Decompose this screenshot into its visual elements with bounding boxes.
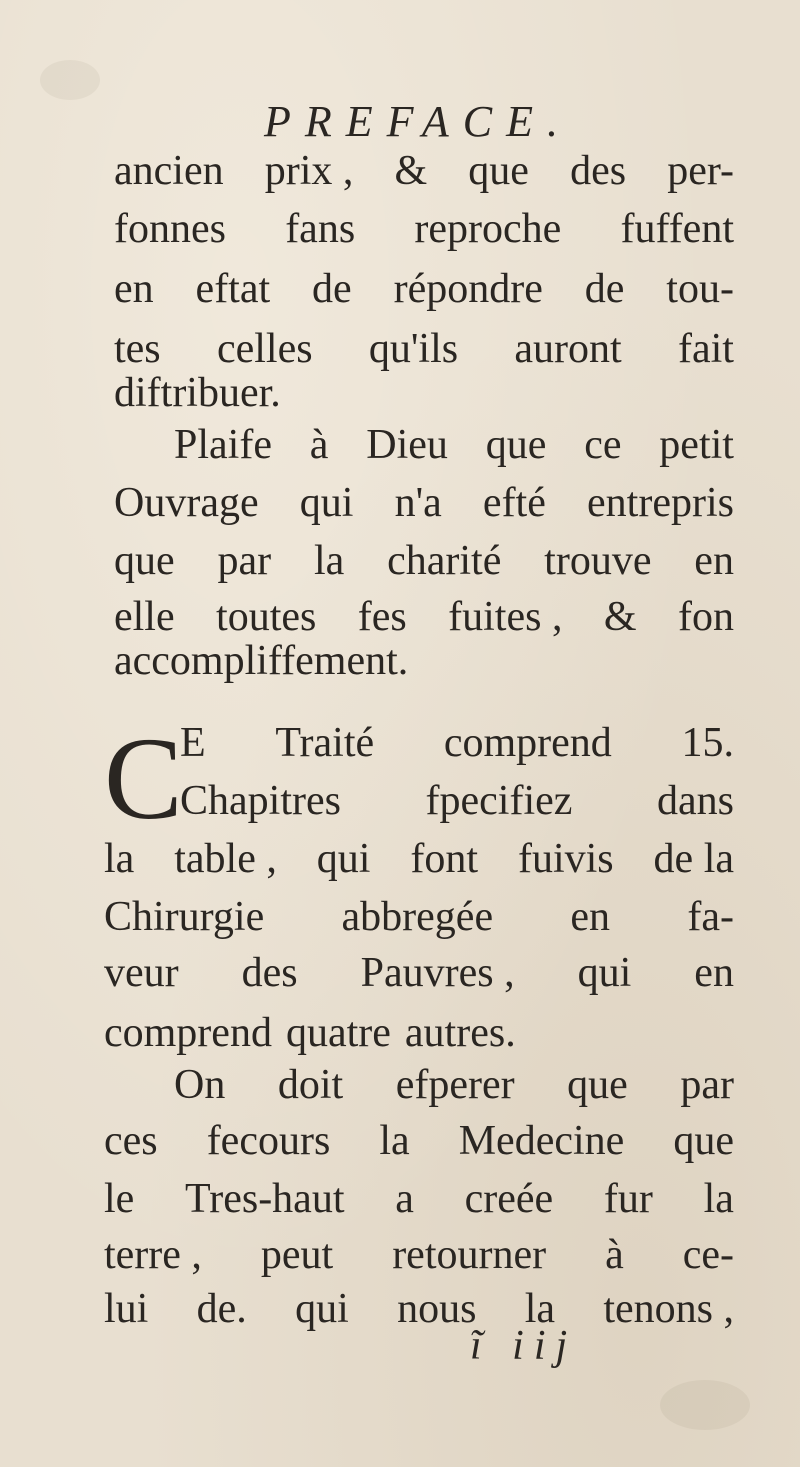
text-line — [114, 596, 734, 638]
word: petit — [659, 422, 734, 468]
word: efté — [482, 480, 546, 526]
word: eftat — [195, 266, 271, 312]
text-line — [104, 1288, 734, 1330]
word: font — [410, 836, 479, 882]
word: doit — [277, 1062, 344, 1108]
word: On — [174, 1062, 226, 1108]
word: par — [680, 1062, 734, 1108]
word: nous — [397, 1286, 477, 1332]
word: à — [605, 1232, 624, 1278]
word: accompliffement. — [114, 638, 409, 684]
word: Medecine — [458, 1118, 625, 1164]
word: tou- — [666, 266, 734, 312]
word: fes — [357, 594, 407, 640]
word: trouve — [544, 538, 652, 584]
paper-stain — [40, 60, 100, 100]
word: Ouvrage — [114, 480, 259, 526]
signature-mark: ĩ iij — [470, 1323, 578, 1369]
word: répondre — [393, 266, 543, 312]
word: qui — [316, 836, 371, 882]
word: abbregée — [341, 894, 494, 940]
word: table , — [174, 836, 277, 882]
word: autres. — [404, 1010, 516, 1056]
word: n'a — [394, 480, 442, 526]
word: comprend — [443, 720, 612, 766]
text-line — [114, 328, 734, 370]
word: per- — [667, 148, 734, 194]
word: qui — [577, 950, 632, 996]
word: terre , — [104, 1232, 202, 1278]
text-line — [104, 1120, 734, 1162]
text-line — [114, 268, 734, 310]
word: fans — [285, 206, 356, 252]
text-line — [180, 722, 734, 764]
text-line — [114, 640, 734, 682]
text-line — [174, 424, 734, 466]
word: que — [567, 1062, 628, 1108]
word: dans — [656, 778, 734, 824]
text-line — [104, 838, 734, 880]
word: que — [673, 1118, 734, 1164]
word: prix , — [264, 148, 354, 194]
text-line — [114, 482, 734, 524]
text-line — [104, 1234, 734, 1276]
word: qui — [295, 1286, 349, 1332]
text-line — [104, 1178, 734, 1220]
word: tes — [114, 326, 161, 372]
word: la — [379, 1118, 410, 1164]
word: fuites , — [448, 594, 563, 640]
word: Plaife — [174, 422, 272, 468]
text-line — [180, 780, 734, 822]
word: Traité — [275, 720, 375, 766]
word: à — [309, 422, 329, 468]
word: en — [114, 266, 154, 312]
word: la — [703, 1176, 734, 1222]
word: de — [584, 266, 625, 312]
word: 15. — [681, 720, 734, 766]
word: que — [114, 538, 175, 584]
word: la — [524, 1286, 556, 1332]
word: & — [394, 148, 428, 194]
text-line — [174, 1064, 734, 1106]
text-line — [104, 952, 734, 994]
word: en — [694, 538, 734, 584]
word: auront — [514, 326, 622, 372]
page-header: PREFACE. — [264, 97, 572, 146]
word: ces — [104, 1118, 158, 1164]
word: qu'ils — [368, 326, 459, 372]
word: charité — [387, 538, 502, 584]
word: des — [241, 950, 298, 996]
word: Chapitres — [180, 778, 341, 824]
word: qui — [299, 480, 354, 526]
word: quatre — [285, 1010, 391, 1056]
word: de la — [653, 836, 734, 882]
word: la — [313, 538, 345, 584]
word: fpecifiez — [425, 778, 573, 824]
word: fon — [677, 594, 734, 640]
word: de. — [196, 1286, 247, 1332]
word: lui — [104, 1286, 149, 1332]
word: fuffent — [620, 206, 734, 252]
word: retourner — [392, 1232, 547, 1278]
word: tenons , — [603, 1286, 734, 1332]
text-line — [114, 150, 734, 192]
word: la — [104, 836, 135, 882]
word: fur — [603, 1176, 653, 1222]
word: ancien — [114, 148, 224, 194]
word: de — [312, 266, 352, 312]
paper-stain — [660, 1380, 750, 1430]
word: des — [570, 148, 627, 194]
word: toutes — [216, 594, 317, 640]
word: en — [694, 950, 734, 996]
word: Pauvres , — [360, 950, 515, 996]
word: Chirurgie — [104, 894, 265, 940]
word: Dieu — [366, 422, 448, 468]
word: fait — [678, 326, 734, 372]
word: celles — [216, 326, 313, 372]
word: Tres-haut — [185, 1176, 345, 1222]
word: & — [603, 594, 637, 640]
word: fecours — [206, 1118, 331, 1164]
word: fonnes — [114, 206, 226, 252]
word: que — [468, 148, 529, 194]
word: en — [570, 894, 611, 940]
word: E — [180, 720, 206, 766]
text-line — [104, 896, 734, 938]
word: ce — [584, 422, 622, 468]
word: peut — [260, 1232, 334, 1278]
word: que — [485, 422, 547, 468]
word: comprend — [104, 1010, 272, 1056]
word: ce- — [682, 1232, 734, 1278]
text-line — [104, 1012, 734, 1054]
word: fuivis — [517, 836, 614, 882]
word: reproche — [414, 206, 562, 252]
word: le — [104, 1176, 135, 1222]
text-line — [114, 208, 734, 250]
text-line — [114, 372, 734, 414]
word: a — [395, 1176, 414, 1222]
word: par — [217, 538, 272, 584]
word: diftribuer. — [114, 370, 281, 416]
word: entrepris — [587, 480, 734, 526]
word: fa- — [687, 894, 734, 940]
text-line — [114, 540, 734, 582]
word: creée — [464, 1176, 554, 1222]
drop-cap: C — [104, 713, 183, 844]
word: elle — [114, 594, 175, 640]
word: efperer — [395, 1062, 515, 1108]
word: veur — [104, 950, 179, 996]
